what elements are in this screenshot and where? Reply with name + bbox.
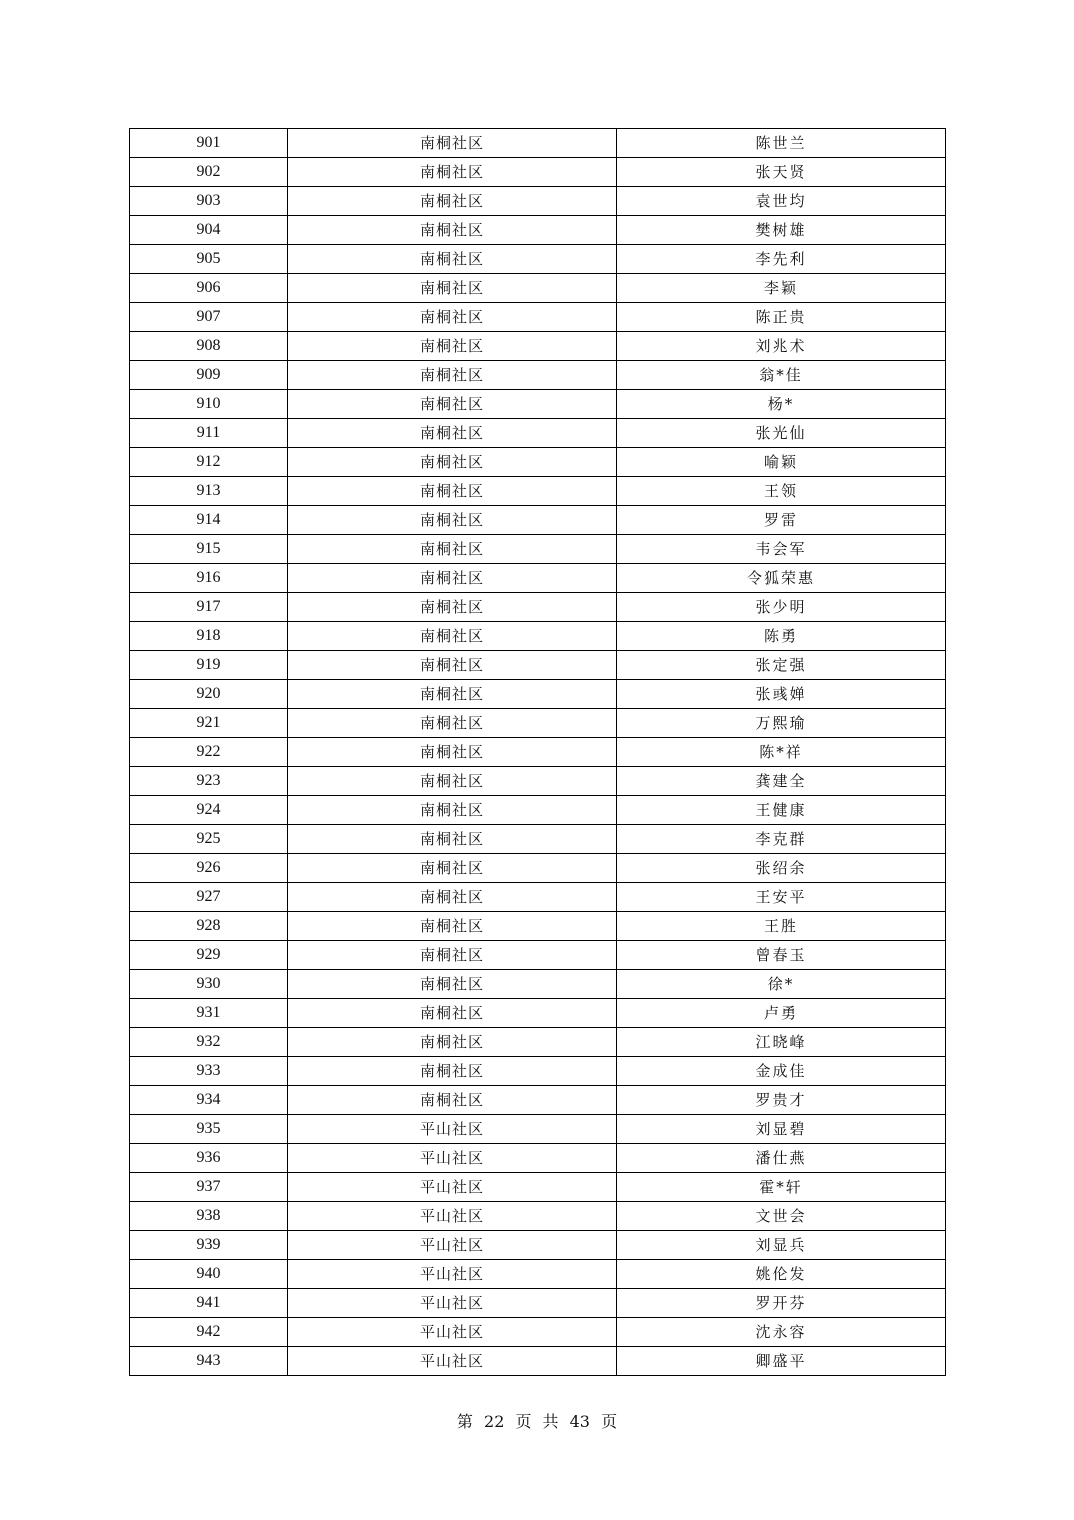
community-cell: 南桐社区 [288,564,617,593]
community-cell: 南桐社区 [288,651,617,680]
roster-table-body [130,129,946,1376]
person-name-cell: 霍*轩 [617,1173,946,1202]
table-row [130,332,946,361]
community-cell: 南桐社区 [288,535,617,564]
community-cell: 南桐社区 [288,1057,617,1086]
row-number-cell: 940 [130,1260,288,1289]
row-number-cell: 918 [130,622,288,651]
person-name-cell: 张定强 [617,651,946,680]
community-cell: 南桐社区 [288,825,617,854]
table-row [130,1289,946,1318]
row-number-cell: 923 [130,767,288,796]
community-cell: 南桐社区 [288,854,617,883]
community-cell: 南桐社区 [288,941,617,970]
row-number-cell: 915 [130,535,288,564]
community-cell: 南桐社区 [288,883,617,912]
community-cell: 平山社区 [288,1202,617,1231]
table-row [130,767,946,796]
person-name-cell: 陈世兰 [617,129,946,158]
table-row [130,274,946,303]
row-number-cell: 913 [130,477,288,506]
person-name-cell: 万熙瑜 [617,709,946,738]
row-number-cell: 931 [130,999,288,1028]
row-number-cell: 903 [130,187,288,216]
row-number-cell: 939 [130,1231,288,1260]
roster-table [129,128,946,1376]
row-number-cell: 942 [130,1318,288,1347]
table-row [130,1260,946,1289]
person-name-cell: 王胜 [617,912,946,941]
person-name-cell: 文世会 [617,1202,946,1231]
table-row [130,883,946,912]
community-cell: 平山社区 [288,1347,617,1376]
community-cell: 南桐社区 [288,709,617,738]
table-row [130,912,946,941]
community-cell: 南桐社区 [288,680,617,709]
row-number-cell: 916 [130,564,288,593]
community-cell: 平山社区 [288,1318,617,1347]
person-name-cell: 杨* [617,390,946,419]
community-cell: 南桐社区 [288,448,617,477]
person-name-cell: 陈正贵 [617,303,946,332]
community-cell: 南桐社区 [288,912,617,941]
row-number-cell: 920 [130,680,288,709]
person-name-cell: 卢勇 [617,999,946,1028]
person-name-cell: 张彧婵 [617,680,946,709]
table-row [130,390,946,419]
row-number-cell: 910 [130,390,288,419]
table-row [130,680,946,709]
community-cell: 南桐社区 [288,129,617,158]
person-name-cell: 江晓峰 [617,1028,946,1057]
table-row [130,477,946,506]
person-name-cell: 王安平 [617,883,946,912]
person-name-cell: 罗开芬 [617,1289,946,1318]
row-number-cell: 904 [130,216,288,245]
row-number-cell: 912 [130,448,288,477]
community-cell: 南桐社区 [288,245,617,274]
row-number-cell: 937 [130,1173,288,1202]
community-cell: 南桐社区 [288,622,617,651]
table-row [130,158,946,187]
community-cell: 平山社区 [288,1289,617,1318]
community-cell: 南桐社区 [288,419,617,448]
community-cell: 南桐社区 [288,796,617,825]
table-row [130,1028,946,1057]
person-name-cell: 樊树雄 [617,216,946,245]
row-number-cell: 905 [130,245,288,274]
table-row [130,970,946,999]
table-row [130,622,946,651]
person-name-cell: 李先利 [617,245,946,274]
community-cell: 南桐社区 [288,216,617,245]
person-name-cell: 张绍余 [617,854,946,883]
row-number-cell: 907 [130,303,288,332]
table-row [130,245,946,274]
row-number-cell: 930 [130,970,288,999]
community-cell: 平山社区 [288,1260,617,1289]
row-number-cell: 934 [130,1086,288,1115]
person-name-cell: 李颖 [617,274,946,303]
person-name-cell: 王健康 [617,796,946,825]
row-number-cell: 941 [130,1289,288,1318]
table-row [130,1347,946,1376]
community-cell: 南桐社区 [288,158,617,187]
person-name-cell: 罗雷 [617,506,946,535]
community-cell: 南桐社区 [288,332,617,361]
row-number-cell: 936 [130,1144,288,1173]
community-cell: 南桐社区 [288,1028,617,1057]
person-name-cell: 李克群 [617,825,946,854]
person-name-cell: 王领 [617,477,946,506]
page-footer: 第 22 页 共 43 页 [456,1412,618,1431]
person-name-cell: 张少明 [617,593,946,622]
person-name-cell: 袁世均 [617,187,946,216]
community-cell: 南桐社区 [288,303,617,332]
table-row [130,1173,946,1202]
row-number-cell: 901 [130,129,288,158]
table-row [130,1115,946,1144]
community-cell: 南桐社区 [288,767,617,796]
table-row [130,738,946,767]
person-name-cell: 陈勇 [617,622,946,651]
table-row [130,854,946,883]
table-row [130,1144,946,1173]
person-name-cell: 潘仕燕 [617,1144,946,1173]
person-name-cell: 韦会军 [617,535,946,564]
row-number-cell: 925 [130,825,288,854]
table-row [130,1231,946,1260]
row-number-cell: 929 [130,941,288,970]
row-number-cell: 921 [130,709,288,738]
row-number-cell: 935 [130,1115,288,1144]
community-cell: 南桐社区 [288,477,617,506]
row-number-cell: 926 [130,854,288,883]
row-number-cell: 932 [130,1028,288,1057]
row-number-cell: 922 [130,738,288,767]
table-row [130,1202,946,1231]
community-cell: 平山社区 [288,1231,617,1260]
table-row [130,1057,946,1086]
community-cell: 南桐社区 [288,999,617,1028]
row-number-cell: 928 [130,912,288,941]
person-name-cell: 刘显碧 [617,1115,946,1144]
table-row [130,535,946,564]
table-row [130,187,946,216]
row-number-cell: 933 [130,1057,288,1086]
community-cell: 平山社区 [288,1115,617,1144]
table-row [130,999,946,1028]
community-cell: 南桐社区 [288,1086,617,1115]
table-row [130,506,946,535]
table-row [130,419,946,448]
community-cell: 平山社区 [288,1144,617,1173]
row-number-cell: 911 [130,419,288,448]
person-name-cell: 曾春玉 [617,941,946,970]
person-name-cell: 龚建全 [617,767,946,796]
person-name-cell: 姚伦发 [617,1260,946,1289]
person-name-cell: 金成佳 [617,1057,946,1086]
row-number-cell: 908 [130,332,288,361]
row-number-cell: 927 [130,883,288,912]
community-cell: 南桐社区 [288,361,617,390]
row-number-cell: 938 [130,1202,288,1231]
table-row [130,216,946,245]
community-cell: 南桐社区 [288,274,617,303]
table-row [130,796,946,825]
table-row [130,448,946,477]
row-number-cell: 914 [130,506,288,535]
row-number-cell: 902 [130,158,288,187]
person-name-cell: 罗贵才 [617,1086,946,1115]
table-row [130,593,946,622]
community-cell: 南桐社区 [288,506,617,535]
community-cell: 南桐社区 [288,187,617,216]
table-row [130,303,946,332]
person-name-cell: 喻颖 [617,448,946,477]
person-name-cell: 张光仙 [617,419,946,448]
person-name-cell: 张天贤 [617,158,946,187]
table-row [130,1318,946,1347]
table-row [130,1086,946,1115]
row-number-cell: 917 [130,593,288,622]
table-row [130,129,946,158]
row-number-cell: 909 [130,361,288,390]
person-name-cell: 令狐荣惠 [617,564,946,593]
person-name-cell: 沈永容 [617,1318,946,1347]
community-cell: 南桐社区 [288,593,617,622]
person-name-cell: 徐* [617,970,946,999]
person-name-cell: 刘兆术 [617,332,946,361]
table-row [130,564,946,593]
community-cell: 南桐社区 [288,390,617,419]
table-row [130,709,946,738]
table-row [130,941,946,970]
community-cell: 南桐社区 [288,970,617,999]
row-number-cell: 919 [130,651,288,680]
row-number-cell: 906 [130,274,288,303]
person-name-cell: 陈*祥 [617,738,946,767]
row-number-cell: 943 [130,1347,288,1376]
table-row [130,651,946,680]
row-number-cell: 924 [130,796,288,825]
person-name-cell: 翁*佳 [617,361,946,390]
table-row [130,361,946,390]
community-cell: 平山社区 [288,1173,617,1202]
person-name-cell: 卿盛平 [617,1347,946,1376]
table-row [130,825,946,854]
community-cell: 南桐社区 [288,738,617,767]
person-name-cell: 刘显兵 [617,1231,946,1260]
